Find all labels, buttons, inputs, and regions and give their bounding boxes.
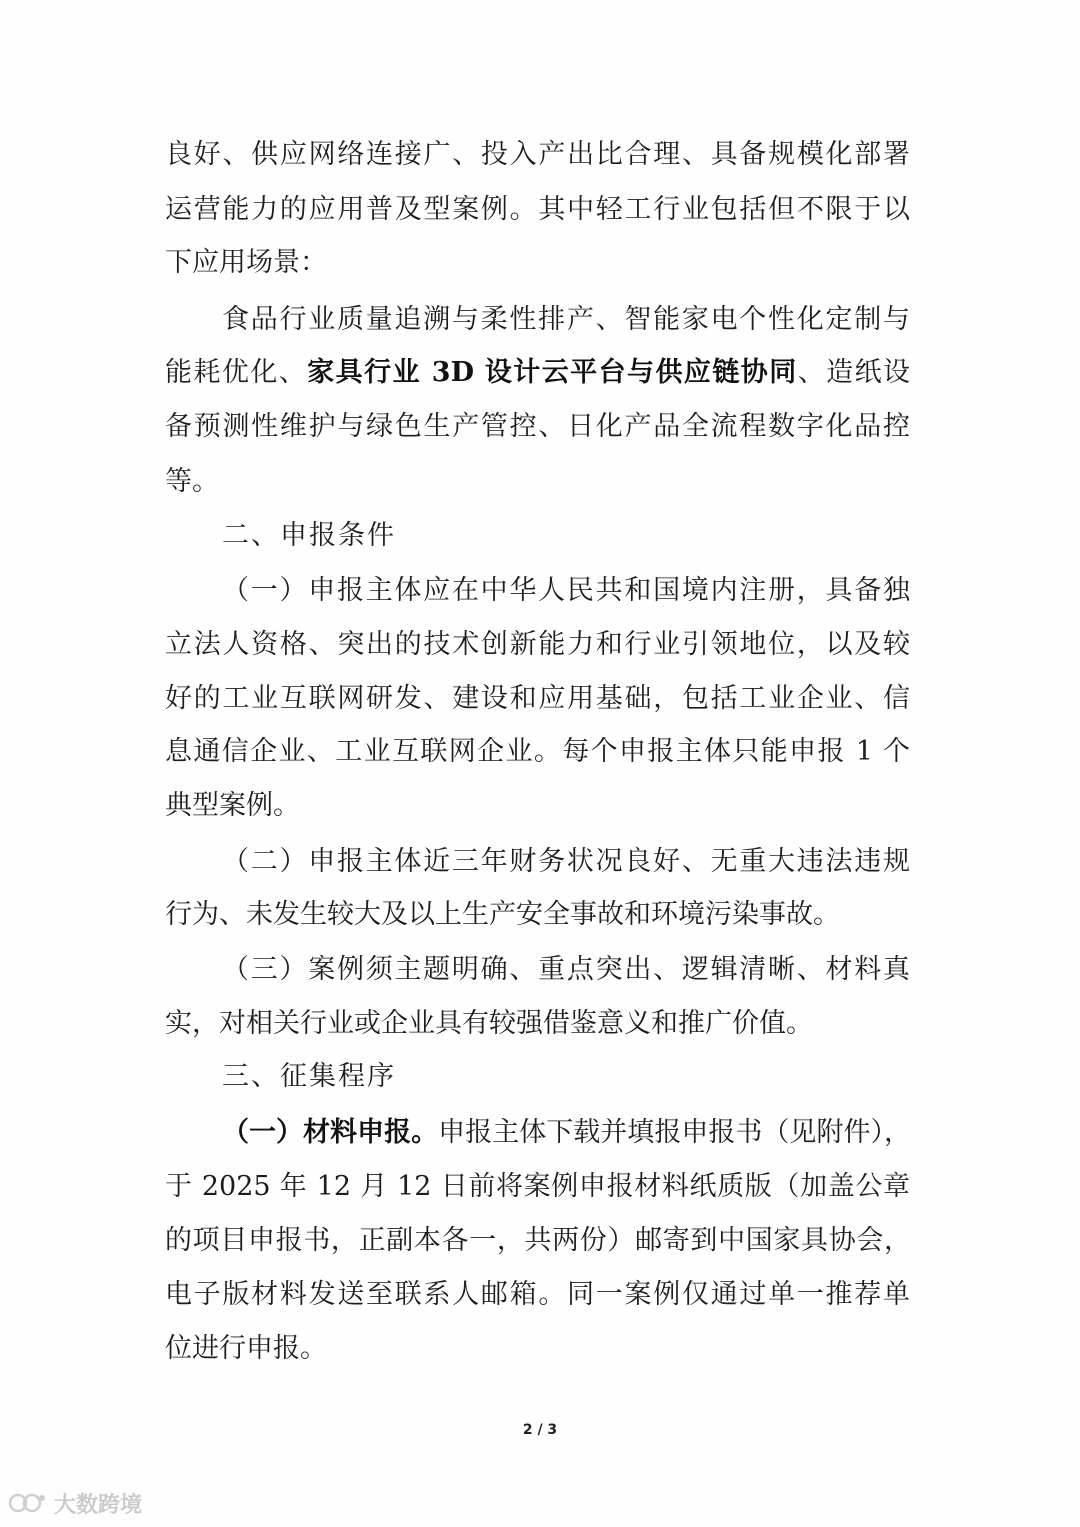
text-line — [165, 353, 910, 393]
brand-logo-icon — [8, 1490, 48, 1516]
text-line: 良好、供应网络连接广、投入产出比合理、具备规模化部署 — [165, 139, 910, 170]
bold-subheading-text: （一）材料申报。 — [222, 1117, 439, 1148]
text-line: 电子版材料发送至联系人邮箱。同一案例仅通过单一推荐单 — [165, 1279, 910, 1310]
section-heading: 二、申报条件 — [222, 520, 396, 551]
page-number: 2 / 3 — [522, 1422, 558, 1438]
text-line — [222, 1113, 910, 1153]
text-line: 好的工业互联网研发、建设和应用基础，包括工业企业、信 — [165, 683, 910, 714]
watermark — [8, 1488, 142, 1518]
watermark-text: 大数跨境 — [54, 1492, 143, 1518]
bold-highlight-text: 家具行业 3D 设计云平台与供应链协同 — [307, 357, 798, 388]
text-line: 的项目申报书，正副本各一，共两份）邮寄到中国家具协会， — [165, 1225, 910, 1256]
text-line: 下应用场景： — [165, 247, 327, 278]
text-line: （一）申报主体应在中华人民共和国境内注册，具备独 — [222, 575, 910, 606]
text-line: 行为、未发生较大及以上生产安全事故和环境污染事故。 — [165, 899, 840, 930]
text-line: 运营能力的应用普及型案例。其中轻工行业包括但不限于以 — [165, 194, 910, 225]
text-segment: 能耗优化、 — [165, 357, 308, 388]
text-line: 食品行业质量追溯与柔性排产、智能家电个性化定制与 — [222, 304, 910, 335]
text-line: 息通信企业、工业互联网企业。每个申报主体只能申报 1 个 — [165, 736, 910, 767]
text-line: 等。 — [165, 466, 219, 497]
text-line: 于 2025 年 12 月 12 日前将案例申报材料纸质版（加盖公章 — [165, 1171, 910, 1202]
text-line: 实，对相关行业或企业具有较强借鉴意义和推广价值。 — [165, 1008, 813, 1039]
text-segment: 申报主体下载并填报申报书（见附件）， — [438, 1117, 911, 1148]
text-line: 立法人资格、突出的技术创新能力和行业引领地位，以及较 — [165, 629, 910, 660]
text-line: （三）案例须主题明确、重点突出、逻辑清晰、材料真 — [222, 954, 910, 985]
section-heading: 三、征集程序 — [222, 1061, 396, 1092]
text-segment: 、造纸设 — [797, 357, 911, 388]
text-line: （二）申报主体近三年财务状况良好、无重大违法违规 — [222, 846, 910, 877]
text-line: 典型案例。 — [165, 790, 300, 821]
text-line: 备预测性维护与绿色生产管控、日化产品全流程数字化品控 — [165, 411, 910, 442]
text-line: 位进行申报。 — [165, 1333, 327, 1364]
